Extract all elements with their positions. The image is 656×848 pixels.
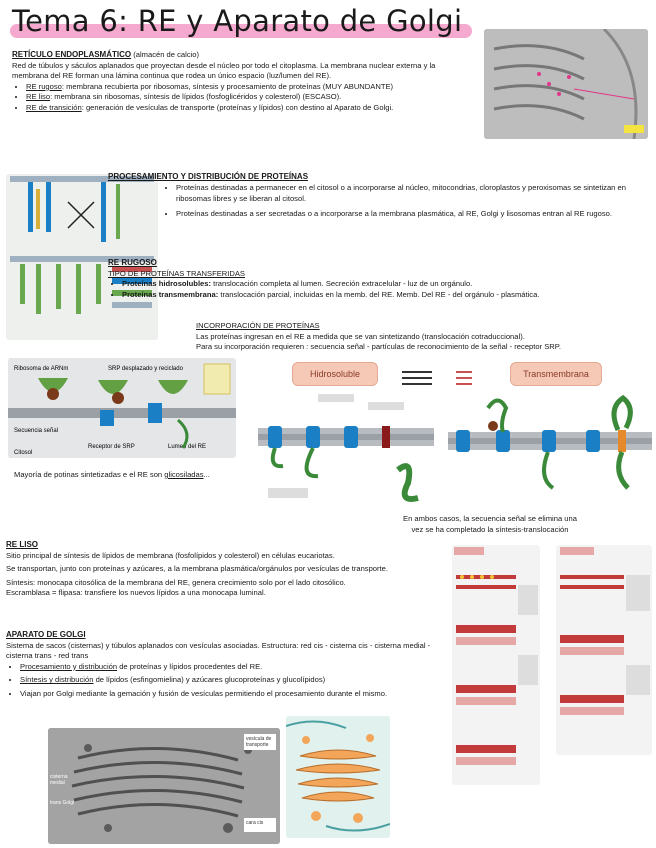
re-heading-note: (almacén de calcio)	[131, 50, 200, 59]
lipid-synthesis-diagram-right	[556, 545, 652, 755]
rer-heading: RE RUGOSO	[108, 258, 157, 267]
ser-line: Escramblasa = flipasa: transfiere los nuevos lípidos a una monocapa luminal.	[6, 588, 266, 598]
golgi-label: trans Golgi	[50, 800, 75, 806]
re-intro: Red de túbulos y sáculos aplanados que proyectan desde el núcleo por todo el citoplasma. La membrana nuclear externa y la membrana del RE forman una lámina continua que rodea un único espacio (luz/lumen del RE).	[12, 60, 436, 81]
receptor-label: Receptor de SRP	[88, 444, 135, 450]
lipid-synthesis-diagram-left	[452, 545, 540, 785]
ser-line: Se transportan, junto con proteínas y azúcares, a la membrana plasmática/orgánulos por vesículas de transporte.	[6, 564, 389, 574]
caption-line2: vez se ha completado la síntesis-translocación	[411, 524, 569, 534]
list-item: • Proteínas destinadas a permanecer en el citosol o a incorporarse al núcleo, mitocondrias, cloroplastos y peroxisomas se sintetizan en ribosomas libres y se liberan al citosol.	[176, 183, 648, 204]
ribosome-distribution-diagram	[6, 174, 158, 340]
incorporation-line2: Para su incorporación requieren : secuencia señal - partículas de reconocimiento de la señal - receptor SRP.	[196, 342, 561, 352]
list-item: • Proteínas transmembrana: translocación parcial, incluidas en la memb. del RE. Memb. Del RE - del orgánulo - plasmática.	[122, 290, 653, 301]
signal-label: Secuencia señal	[14, 428, 59, 434]
er-micrograph-image	[484, 29, 648, 139]
hidrosoluble-diagram	[258, 388, 434, 510]
golgi-label: cisterna medial	[50, 774, 68, 786]
ribosome-label: Ribosoma de ARNm	[14, 366, 69, 372]
citosol-label: Citosol	[14, 450, 33, 456]
list-item: • RE rugoso: membrana recubierta por ribosomas, síntesis y procesamiento de proteínas (MUY ABUNDANTE)	[26, 82, 472, 93]
golgi-illustration-image	[286, 716, 390, 838]
caption-line1: En ambos casos, la secuencia señal se elimina una	[403, 514, 577, 523]
rer-subheading: TIPO DE PROTEÍNAS TRANSFERIDAS	[108, 268, 245, 278]
ser-heading: RE LISO	[6, 540, 39, 549]
golgi-label: cara cis	[246, 820, 264, 826]
label-hidrosoluble: Hidrosoluble	[292, 362, 378, 386]
processing-heading: PROCESAMIENTO Y DISTRIBUCIÓN DE PROTEÍNAS	[108, 172, 309, 181]
incorporation-heading: INCORPORACIÓN DE PROTEÍNAS	[196, 321, 320, 330]
lumen-label: Lumen del RE	[168, 444, 207, 450]
list-item: • Viajan por Golgi mediante la gemación y fusión de vesículas permitiendo el procesamiento durante el mismo.	[20, 689, 450, 700]
srp-label: SRP desplazado y reciclado	[108, 366, 183, 372]
golgi-label: vesícula de transporte	[246, 736, 272, 748]
list-item: • Proteínas destinadas a ser secretadas o a incorporarse a la membrana plasmática, al RE, Golgi y lisosomas entran al RE rugoso.	[176, 209, 648, 220]
list-item: • Procesamiento y distribución de proteínas y lípidos procedentes del RE.	[20, 662, 450, 673]
list-item: • Proteínas hidrosolubles: translocación completa al lumen. Secreción extracelular - luz de un orgánulo.	[122, 279, 653, 290]
golgi-heading: APARATO DE GOLGI	[6, 630, 86, 639]
glyco-text: Mayoría de potinas sintetizadas e el RE son	[14, 470, 165, 479]
golgi-intro: Sistema de sacos (cisternas) y túbulos aplanados con vesículas asociadas. Estructura: red cis - cisterna cis - cisterna medial - cisterna trans - red trans	[6, 640, 431, 661]
ser-line: Síntesis: monocapa citosólica de la membrana del RE, genera crecimiento solo por el lado citosólico.	[6, 577, 346, 587]
glyco-term: glicosiladas	[164, 470, 204, 479]
list-item: • Síntesis y distribución de lípidos (esfingomielina) y azúcares glucoproteínas y glucolípidos)	[20, 675, 450, 686]
list-item: • RE de transición: generación de vesículas de transporte (proteínas y lípidos) con destino al Aparato de Golgi.	[26, 103, 472, 114]
transmembrana-diagram	[448, 388, 652, 500]
label-transmembrana: Transmembrana	[510, 362, 602, 386]
incorporation-line1: Las proteínas ingresan en el RE a medida que se van sintetizando (translocación cotraduccional).	[196, 331, 525, 341]
srp-translocation-diagram	[8, 358, 236, 458]
page-title: Tema 6: RE y Aparato de Golgi	[12, 4, 463, 38]
list-item: • RE liso: membrana sin ribosomas, síntesis de lípidos (fosfoglicéridos y colesterol) (ESCASO).	[26, 92, 472, 103]
ser-line: Sitio principal de síntesis de lípidos de membrana (fosfolípidos y colesterol) en células eucariotas.	[6, 550, 335, 560]
re-heading: RETÍCULO ENDOPLASMÁTICO	[12, 50, 132, 59]
golgi-micrograph-image	[48, 728, 280, 844]
